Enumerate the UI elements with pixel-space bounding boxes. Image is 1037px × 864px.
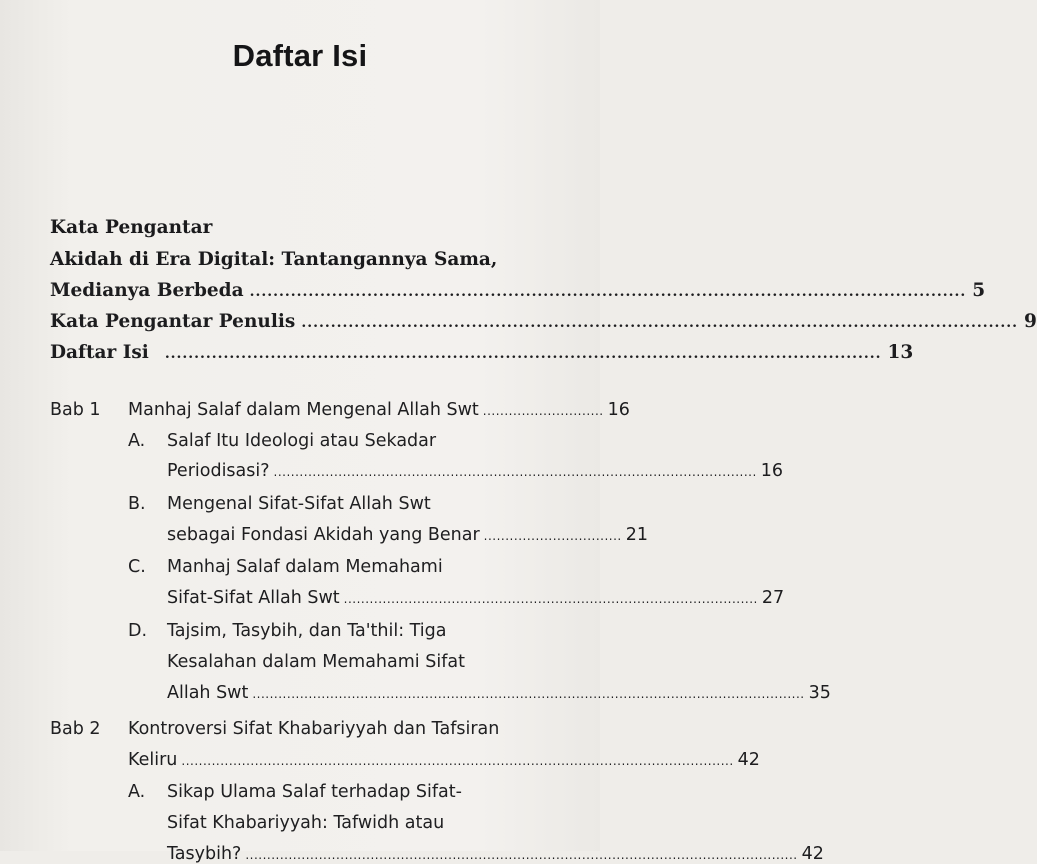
bab1-a-letter: A. xyxy=(128,431,146,451)
leader-dots: ................................................................................................................................ xyxy=(252,687,805,701)
bab1-b-line2: sebagai Fondasi Akidah yang Benar xyxy=(167,525,480,545)
bab1-b-row xyxy=(167,525,649,545)
page-title: Daftar Isi xyxy=(232,38,368,73)
front-matter-kata-pengantar: Kata Pengantar xyxy=(50,217,213,238)
bab1-b-page: 21 xyxy=(625,525,649,545)
bab1-d-line3: Allah Swt xyxy=(167,683,249,703)
bab1-page: 16 xyxy=(607,400,630,420)
leader-dots: ................................................................................................................ xyxy=(273,465,757,479)
leader-dots: ................................................................................................................................ xyxy=(181,754,734,768)
bab2-title-row xyxy=(128,750,760,770)
bab1-d-page: 35 xyxy=(808,683,831,703)
bab2-a-line2: Sifat Khabariyyah: Tafwidh atau xyxy=(167,813,445,833)
bab2-a-page: 42 xyxy=(801,844,824,864)
leader-dots: ................................................................................................................................ xyxy=(245,848,798,862)
leader-dots: .......................................................................................................................... xyxy=(249,284,967,300)
bab2-a-letter: A. xyxy=(128,782,146,802)
front-matter-akidah-line1: Akidah di Era Digital: Tantangannya Sama, xyxy=(50,249,498,270)
front-matter-penulis-row xyxy=(50,311,1037,332)
bab1-number: Bab 1 xyxy=(50,400,101,420)
bab2-title-line1: Kontroversi Sifat Khabariyyah dan Tafsiran xyxy=(128,719,500,739)
bab2-number: Bab 2 xyxy=(50,719,101,739)
bab2-a-row xyxy=(167,844,824,864)
bab1-d-line2: Kesalahan dalam Memahami Sifat xyxy=(167,652,465,672)
leader-dots: ................................ xyxy=(483,529,622,543)
bab1-b-letter: B. xyxy=(128,494,146,514)
front-matter-penulis-page: 9 xyxy=(1023,311,1037,332)
bab2-title-line2: Keliru xyxy=(128,750,178,770)
leader-dots: .......................................................................................................................... xyxy=(301,315,1018,331)
bab2-a-line3: Tasybih? xyxy=(167,844,242,864)
leader-dots: ................................................................................................ xyxy=(343,592,758,606)
bab1-c-line2: Sifat-Sifat Allah Swt xyxy=(167,588,340,608)
bab1-b-line1: Mengenal Sifat-Sifat Allah Swt xyxy=(167,494,431,514)
front-matter-daftar-isi-row xyxy=(50,342,914,363)
front-matter-akidah-row xyxy=(50,280,986,301)
bab1-d-row xyxy=(167,683,831,703)
bab1-d-letter: D. xyxy=(128,621,148,641)
front-matter-akidah-line2: Medianya Berbeda xyxy=(50,280,244,301)
bab1-c-letter: C. xyxy=(128,557,146,577)
bab1-c-line1: Manhaj Salaf dalam Memahami xyxy=(167,557,443,577)
leader-dots: .......................................................................................................................... xyxy=(164,346,882,362)
bab1-a-row xyxy=(167,461,784,481)
bab1-c-page: 27 xyxy=(761,588,785,608)
leader-dots: ............................ xyxy=(482,404,604,418)
front-matter-daftar-isi: Daftar Isi xyxy=(50,342,149,363)
bab1-title: Manhaj Salaf dalam Mengenal Allah Swt xyxy=(128,400,479,420)
bab2-a-line1: Sikap Ulama Salaf terhadap Sifat- xyxy=(167,782,462,802)
front-matter-daftar-isi-page: 13 xyxy=(887,342,914,363)
front-matter-penulis: Kata Pengantar Penulis xyxy=(50,311,296,332)
bab1-a-page: 16 xyxy=(760,461,784,481)
bab1-d-line1: Tajsim, Tasybih, dan Ta'thil: Tiga xyxy=(167,621,447,641)
front-matter-akidah-page: 5 xyxy=(972,280,986,301)
bab1-a-line1: Salaf Itu Ideologi atau Sekadar xyxy=(167,431,437,451)
bab1-a-line2: Periodisasi? xyxy=(167,461,270,481)
bab2-page: 42 xyxy=(737,750,760,770)
bab1-c-row xyxy=(167,588,785,608)
bab1-title-row xyxy=(128,400,630,420)
